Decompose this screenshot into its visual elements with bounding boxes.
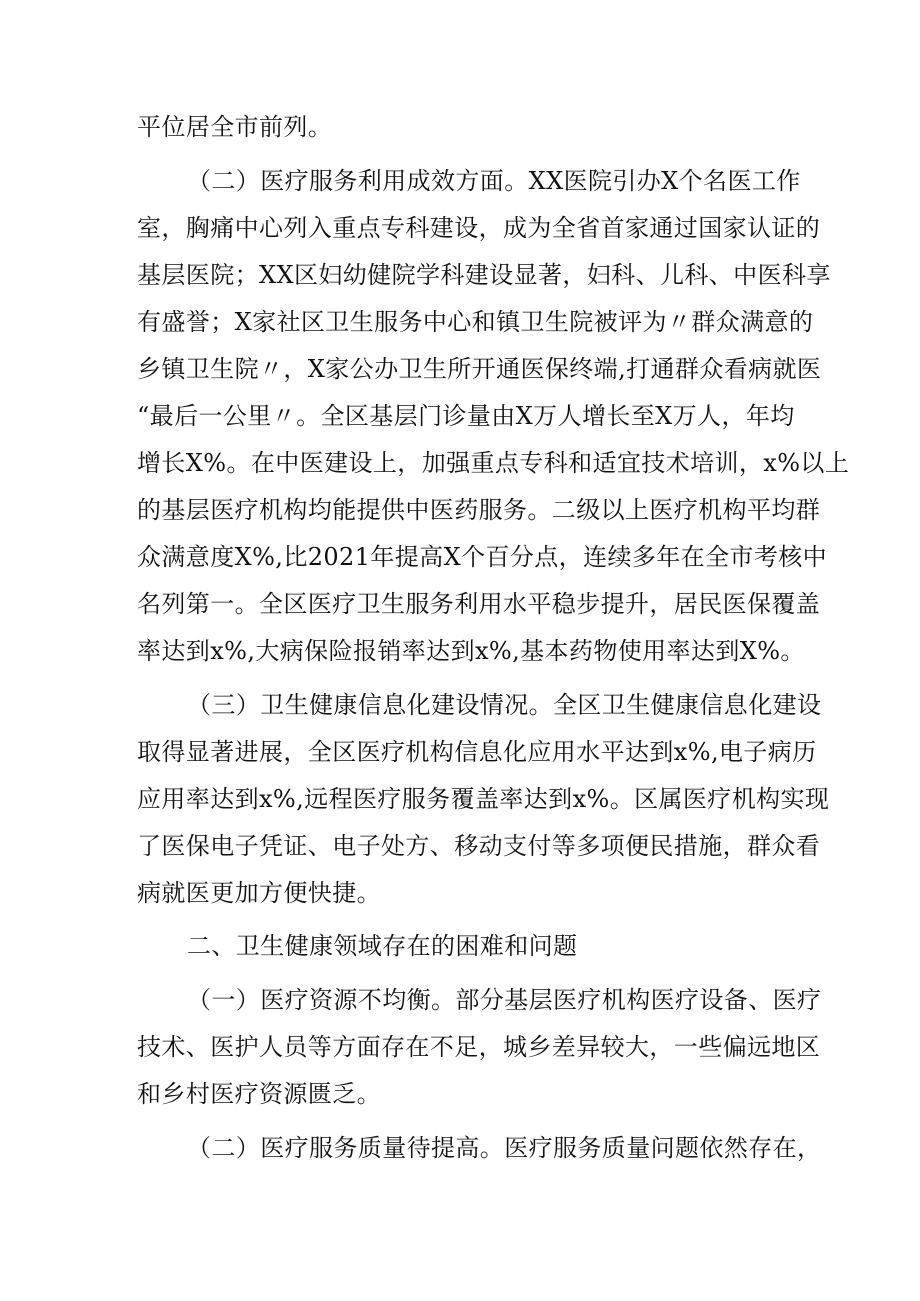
text-line: 有盛誉；X家社区卫生服务中心和镇卫生院被评为〃群众满意的 [137,308,814,336]
text-line: 率达到x%,大病保险报销率达到x%,基本药物使用率达到X%。 [137,637,805,665]
text-line: 了医保电子凭证、电子处方、移动支付等多项便民措施，群众看 [137,832,821,860]
text-line: “最后一公里〃。全区基层门诊量由X万人增长至X万人，年均 [137,402,795,430]
text-line: 技术、医护人员等方面存在不足，城乡差异较大，一些偏远地区 [137,1033,821,1061]
text-line: 室，胸痛中心列入重点专科建设，成为全省首家通过国家认证的 [137,214,821,242]
text-line: （三）卫生健康信息化建设情况。全区卫生健康信息化建设 [187,691,822,719]
text-line: 基层医院；XX区妇幼健院学科建设显著，妇科、儿科、中医科享 [137,261,831,289]
text-line: 和乡村医疗资源匮乏。 [137,1080,381,1108]
text-line: 的基层医疗机构均能提供中医药服务。二级以上医疗机构平均群 [137,496,821,524]
text-line: 名列第一。全区医疗卫生服务利用水平稳步提升，居民医保覆盖 [137,590,821,618]
section-heading: 二、卫生健康领域存在的困难和问题 [187,932,578,960]
text-line: 取得显著进展，全区医疗机构信息化应用水平达到x%,电子病历 [137,738,817,766]
text-line: （二）医疗服务利用成效方面。XX医院引办X个名医工作 [187,167,801,195]
text-line: （二）医疗服务质量待提高。医疗服务质量问题依然存在， [187,1134,822,1162]
text-line: 乡镇卫生院〃，X家公办卫生所开通医保终端,打通群众看病就医 [137,355,822,383]
text-line: （一）医疗资源不均衡。部分基层医疗机构医疗设备、医疗 [187,986,822,1014]
text-line: 病就医更加方便快捷。 [137,879,381,907]
text-line: 众满意度X%,比2021年提高X个百分点，连续多年在全市考核中 [137,543,828,571]
text-line: 应用率达到x%,远程医疗服务覆盖率达到x%。区属医疗机构实现 [137,785,830,813]
text-line: 增长X%。在中医建设上，加强重点专科和适宜技术培训，x%以上 [137,449,850,477]
text-line: 平位居全市前列。 [137,113,333,141]
